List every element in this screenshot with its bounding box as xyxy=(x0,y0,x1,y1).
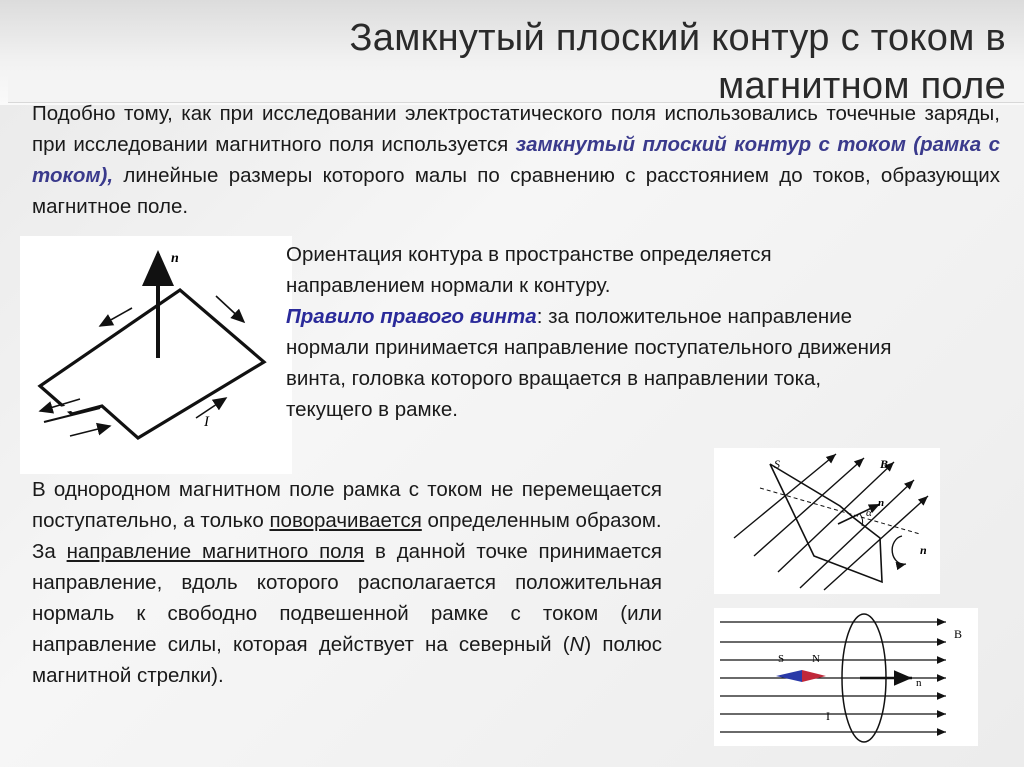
south-label: S xyxy=(778,653,785,665)
slide-title: Замкнутый плоский контур с током в магнитном поле xyxy=(349,17,1006,107)
field-label: B xyxy=(954,627,963,641)
uniform-text-1a: В однородном магнитном поле рамка с током не перемещается поступательно, а только xyxy=(32,478,662,532)
field-label: B xyxy=(880,457,889,471)
uniform-text-1b: определенным образом. xyxy=(421,509,662,532)
current-label: I xyxy=(204,414,209,430)
uniform-text-2b: в данной точке принимается направление, вдоль которого располагается положительная нормаль к свободно подвешенной рамке с током (или направление силы, которая действует на северный ( xyxy=(32,540,662,656)
needle-south xyxy=(776,670,802,682)
orientation-text: Ориентация контура в пространстве определяется направлением нормали к контуру. xyxy=(286,243,772,297)
rotation-axis xyxy=(760,488,920,534)
rule-text: : за положительное направление нормали принимается направление поступательного движения винта, головка которого вращается в направлении тока, текущего в рамке. xyxy=(286,305,892,421)
normal-label-2: n xyxy=(920,543,927,557)
current-label: I xyxy=(826,709,830,723)
uniform-text-2c: ) полюс магнитной стрелки). xyxy=(32,633,662,687)
angle-label: α xyxy=(866,507,872,519)
needle-north xyxy=(802,670,826,682)
compass-figure-panel xyxy=(714,608,978,746)
north-letter: N xyxy=(569,633,585,656)
frame-field-figure xyxy=(714,448,940,594)
intro-paragraph xyxy=(32,98,1000,222)
frame-field-figure-panel xyxy=(714,448,940,594)
orientation-paragraph xyxy=(286,239,906,425)
rotation-arc xyxy=(892,536,906,564)
lead-arrow-in xyxy=(70,426,110,436)
uniform-underlined-1: поворачивается xyxy=(269,509,422,532)
surface-label: S xyxy=(774,457,780,471)
uniform-text-2a: За xyxy=(32,540,67,563)
loop-outline xyxy=(40,290,264,438)
current-arrow-top-left xyxy=(100,308,132,326)
uniform-field-paragraph xyxy=(32,474,662,691)
current-arrow-top-right xyxy=(216,296,244,322)
uniform-underlined-2: направление магнитного поля xyxy=(66,540,365,563)
field-line-5 xyxy=(824,496,928,590)
loop-figure xyxy=(20,236,292,474)
intro-highlight: замкнутый плоский контур с током (рамка с током), xyxy=(32,133,1000,187)
compass-figure xyxy=(714,608,978,746)
rule-label: Правило правого винта xyxy=(286,305,537,328)
intro-text-2: линейные размеры которого малы по сравнению с расстоянием до токов, образующих магнитное поле. xyxy=(32,164,1000,218)
normal-label: n xyxy=(171,251,179,266)
intro-text-1: Подобно тому, как при исследовании электростатического поля использовались точечные заряды, при исследовании магнитного поля используется xyxy=(32,102,1000,156)
north-label: N xyxy=(812,653,820,665)
normal-label: n xyxy=(916,677,922,689)
normal-label: n xyxy=(878,497,885,509)
loop-figure-panel xyxy=(20,236,292,474)
